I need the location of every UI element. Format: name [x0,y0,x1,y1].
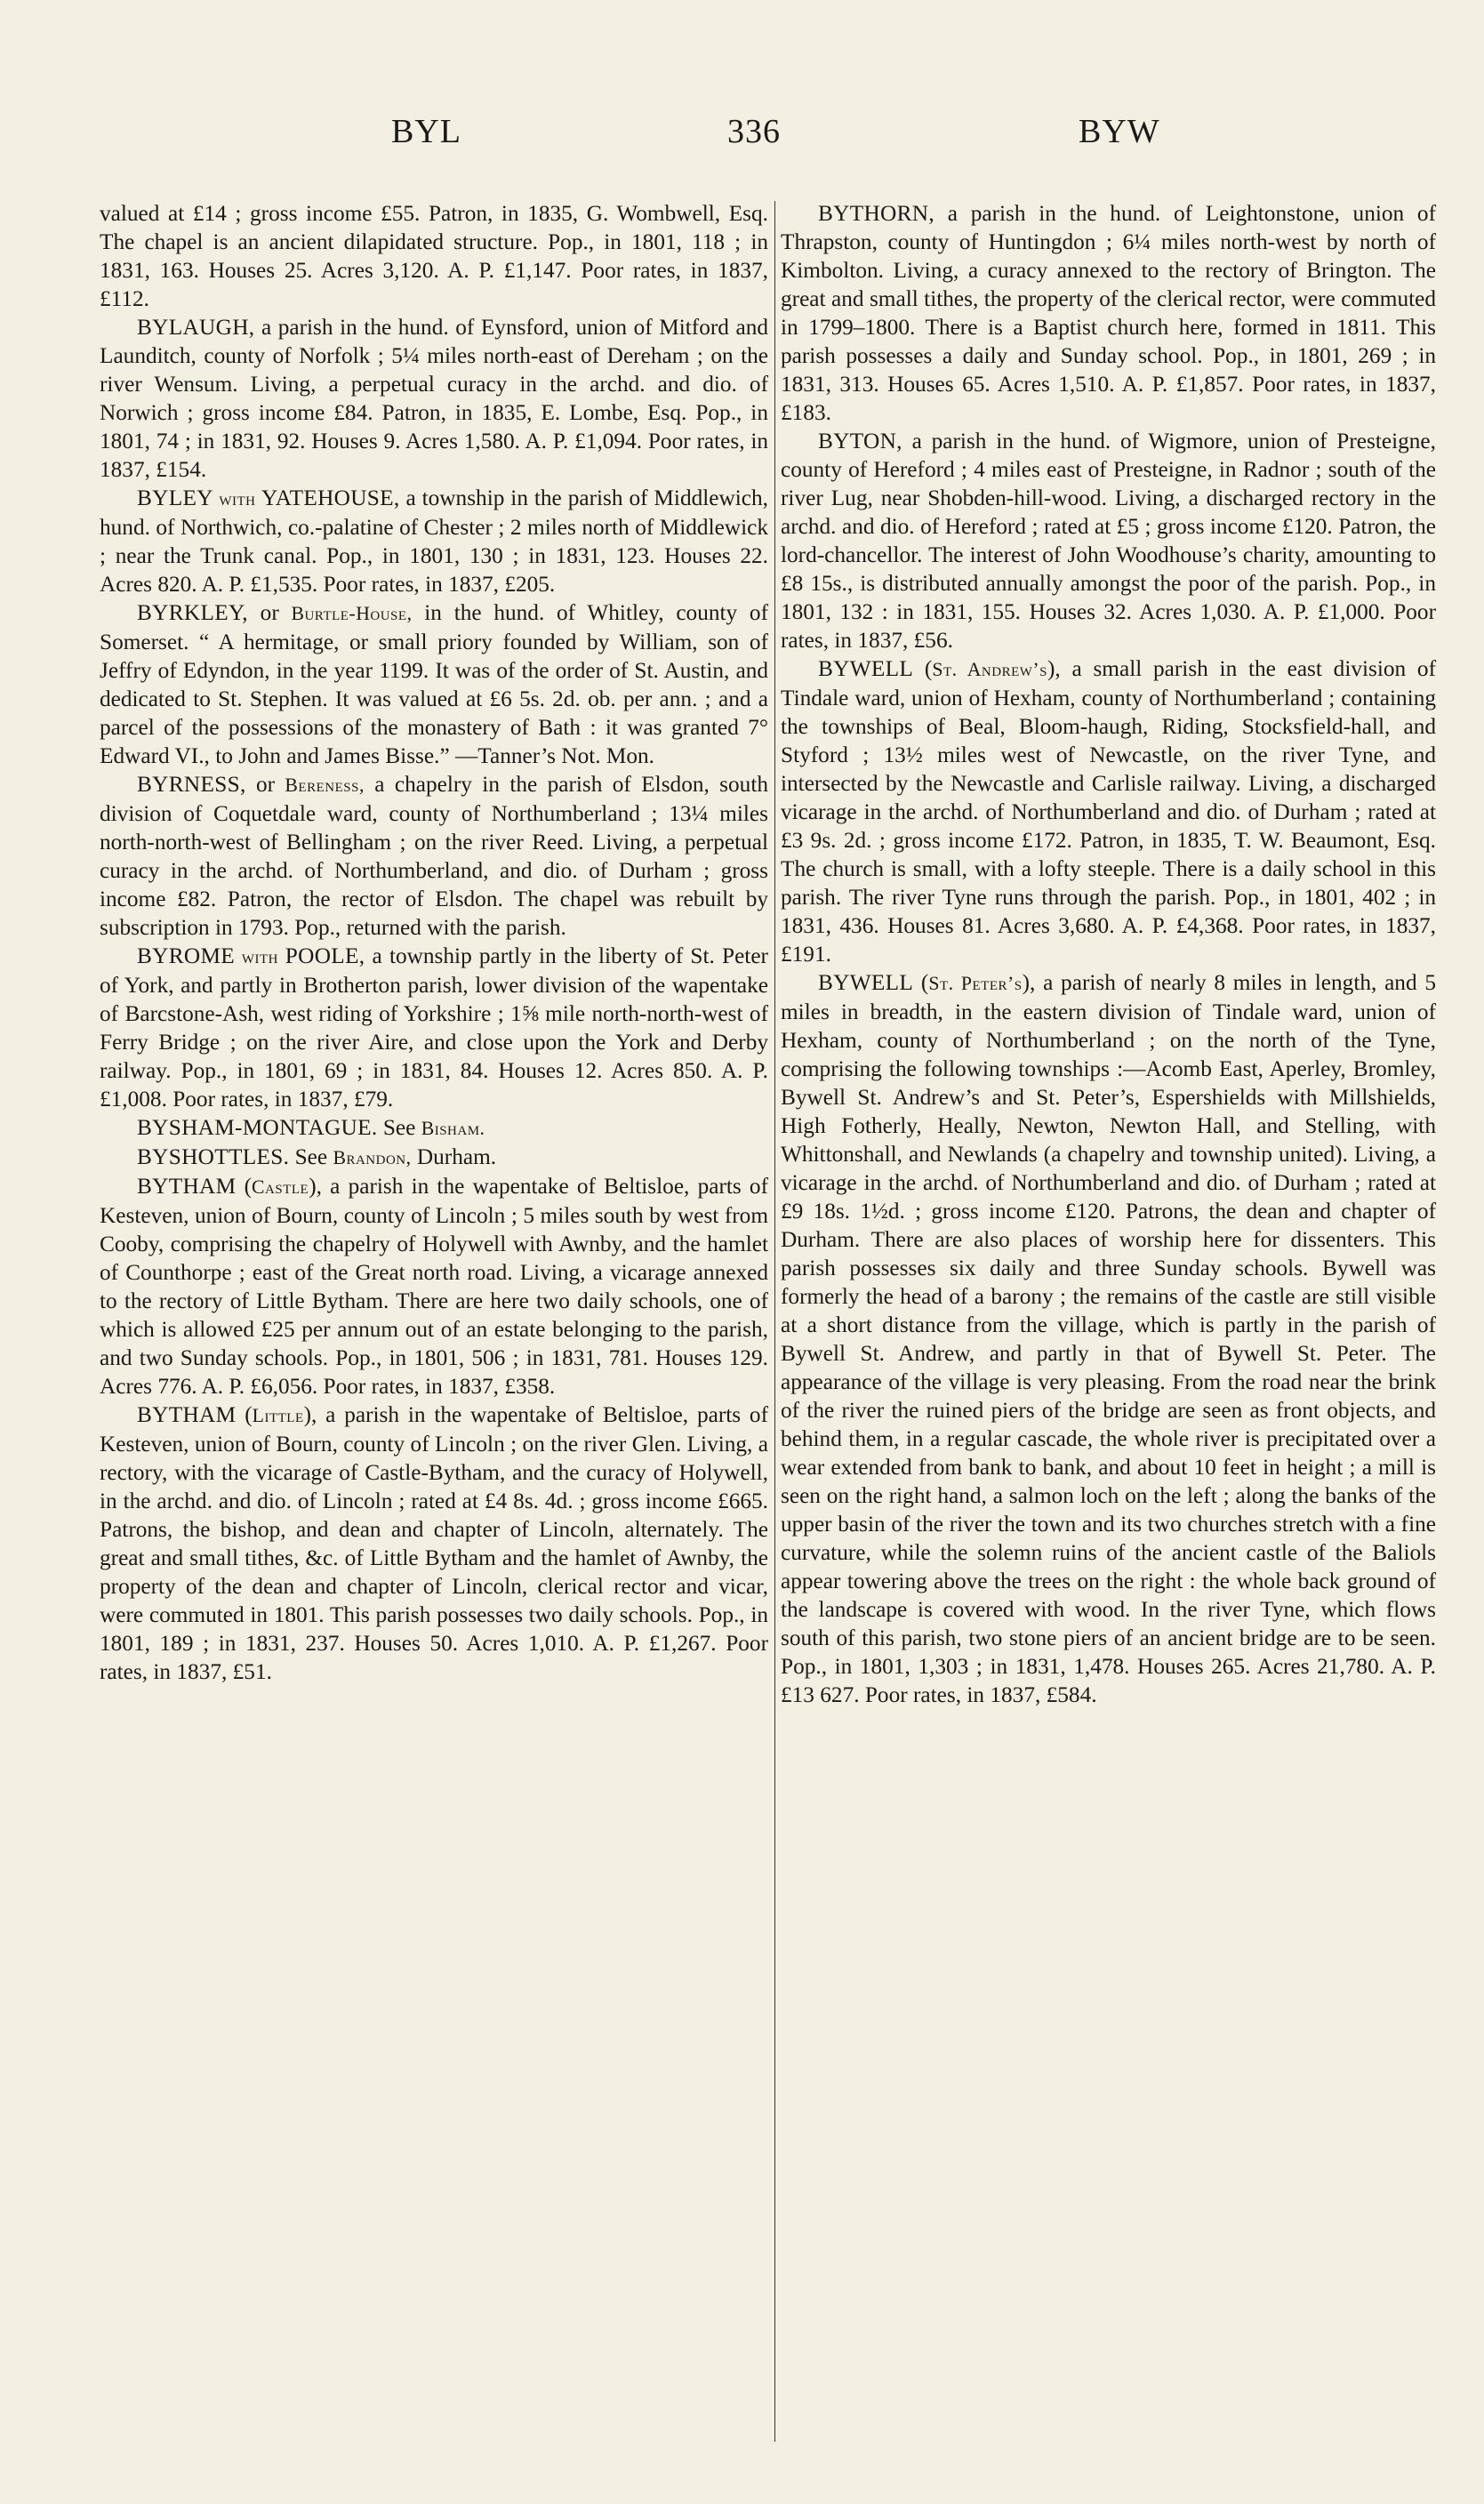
page-number: 336 [727,113,781,150]
entry-headword: BYWELL [818,656,914,681]
gazetteer-entry: BYTON, a parish in the hund. of Wigmore, union of Presteigne, county of Hereford ; 4 miles east of Presteigne, in Radnor ; south of the river Lug, near Shobden-hill-wood. Living, a discharged rectory in the archd. and dio. of Hereford ; rated at £5 ; gross income £120. Patron, the lord-chancellor. The interest of John Woodhouse’s charity, amounting to £8 15s., is distributed annually amongst the poor of the parish. Pop., in 1801, 132 : in 1831, 155. Houses 32. Acres 1,030. A. P. £1,000. Poor rates, in 1837, £56. [781,429,1436,653]
entry-headword: BYTHAM [137,1402,237,1427]
entry-headword: BYSHOTTLES. [137,1144,290,1169]
entry-headword: BYLAUGH, [137,315,255,340]
gazetteer-entry: valued at £14 ; gross income £55. Patron, in 1835, G. Wombwell, Esq. The chapel is an ancient dilapidated structure. Pop., in 1801, 118 ; in 1831, 163. Houses 25. Acres 3,120. A. P. £1,147. Poor rates, in 1837, £112. [100,201,768,311]
gazetteer-entry: BYSHOTTLES. See Brandon, Durham. [137,1144,497,1169]
column-divider [774,201,775,2442]
entry-headword: BYLEY [137,486,213,510]
left-column [100,199,768,2422]
entry-headword: BYTON, [818,429,902,453]
gazetteer-entry: BYWELL (St. Peter’s), a parish of nearly 8 miles in length, and 5 miles in breadth, in the eastern division of Tindale ward, union of Hexham, county of Northumberland ; on the north of the Tyne, comprising the following townships :—Acomb East, Aperley, Bromley, Bywell St. Andrew’s and St. Peter’s, Espershields with Millshields, High Fotherly, Heally, Newton, Newton Hall, and Stelling, with Whittonshall, and Newlands (a chapelry and township united). Living, a vicarage in the archd. of Northumberland and dio. of Durham ; rated at £9 18s. 1½d. ; gross income £120. Patrons, the dean and chapter of Durham. There are also places of worship here for dissenters. This parish possesses six daily and three Sunday schools. Bywell was formerly the head of a barony ; the remains of the castle are still visible at a short distance from the village, which is partly in the parish of Bywell St. Andrew, and partly in that of Bywell St. Peter. The appearance of the village is very pleasing. From the road near the brink of the river the ruined piers of the bridge are seen as front objects, and behind them, in a regular cascade, the whole river is precipitated over a wear extended from bank to bank, and about 10 feet in height ; a mill is seen on the right hand, a salmon loch on the left ; along the banks of the upper basin of the river the town and its two churches stretch with a fine curvature, while the solemn ruins of the ancient castle of the Baliols appear towering above the trees on the right : the whole back ground of the landscape is covered with wood. In the river Tyne, which flows south of this parish, two stone piers of an ancient bridge are to be seen. Pop., in 1801, 1,303 ; in 1831, 1,478. Houses 265. Acres 21,780. A. P. £13 627. Poor rates, in 1837, £584. [781,970,1436,1707]
entry-headword: BYSHAM-MONTAGUE. [137,1115,378,1140]
entry-headword: BYTHAM [137,1174,237,1199]
gazetteer-entry: BYTHAM (Little), a parish in the wapentake of Beltisloe, parts of Kesteven, union of Bourn, county of Lincoln ; on the river Glen. Living, a rectory, with the vicarage of Castle-Bytham, and the curacy of Holywell, in the archd. and dio. of Lincoln ; rated at £4 8s. 4d. ; gross income £665. Patrons, the bishop, and dean and chapter of Lincoln, alternately. The great and small tithes, &c. of Little Bytham and the hamlet of Awnby, the property of the dean and chapter of Lincoln, clerical rector and vicar, were commuted in 1801. This parish possesses two daily schools. Pop., in 1801, 189 ; in 1831, 237. Houses 50. Acres 1,010. A. P. £1,267. Poor rates, in 1837, £51. [100,1402,768,1684]
header-left-catchword: BYL [391,113,461,150]
right-column [781,199,1436,2422]
gazetteer-entry: BYWELL (St. Andrew’s), a small parish in the east division of Tindale ward, union of Hexham, county of Northumberland ; containing the townships of Beal, Bloom-haugh, Riding, Stocksfield-hall, and Styford ; 13½ miles west of Newcastle, on the river Tyne, and intersected by the Newcastle and Carlisle railway. Living, a discharged vicarage in the archd. of Northumberland and dio. of Durham ; rated at £3 9s. 2d. ; gross income £172. Patron, in 1835, T. W. Beaumont, Esq. The church is small, with a lofty steeple. There is a daily school in this parish. The river Tyne runs through the parish. Pop., in 1801, 402 ; in 1831, 436. Houses 81. Acres 3,680. A. P. £4,368. Poor rates, in 1837, £191. [781,656,1437,967]
gazetteer-entry: BYTHAM (Castle), a parish in the wapentake of Beltisloe, parts of Kesteven, union of Bourn, county of Lincoln ; 5 miles south by west from Cooby, comprising the chapelry of Holywell with Awnby, and the hamlet of Counthorpe ; east of the Great north road. Living, a vicarage annexed to the rectory of Little Bytham. There are here two daily schools, one of which is allowed £25 per annum out of an estate belonging to the parish, and two Sunday schools. Pop., in 1801, 506 ; in 1831, 781. Houses 129. Acres 776. A. P. £6,056. Poor rates, in 1837, £358. [100,1174,768,1399]
gazetteer-entry: BYRKLEY, or Burtle-House, in the hund. of Whitley, county of Somerset. “ A hermitage, or small priory founded by William, son of Jeffry of Edyndon, in the year 1199. It was of the order of St. Austin, and dedicated to St. Stephen. It was valued at £6 5s. 2d. ob. per ann. ; and a parcel of the possessions of the monastery of Bath : it was granted 7° Edward VI., to John and James Bisse.” —Tanner’s Not. Mon. [100,600,768,768]
header-right-catchword: BYW [1079,113,1160,150]
entry-headword: BYROME [137,943,236,968]
entry-headword: BYWELL [818,970,914,995]
gazetteer-entry: BYLEY with YATEHOUSE, a township in the parish of Middlewich, hund. of Northwich, co.-palatine of Chester ; 2 miles north of Middlewick ; near the Trunk canal. Pop., in 1801, 130 ; in 1831, 123. Houses 22. Acres 820. A. P. £1,535. Poor rates, in 1837, £205. [100,486,768,597]
gazetteer-entry: BYRNESS, or Bereness, a chapelry in the parish of Elsdon, south division of Coquetdale ward, county of Northumberland ; 13¼ miles north-north-west of Bellingham ; on the river Reed. Living, a perpetual curacy in the archd. of Northumberland, and dio. of Durham ; gross income £82. Patron, the rector of Elsdon. The chapel was rebuilt by subscription in 1793. Pop., returned with the parish. [100,772,768,940]
gazetteer-entry: BYTHORN, a parish in the hund. of Leightonstone, union of Thrapston, county of Huntingdon ; 6¼ miles north-west by north of Kimbolton. Living, a curacy annexed to the rectory of Brington. The great and small tithes, the property of the clerical rector, were commuted in 1799–1800. There is a Baptist church here, formed in 1811. This parish possesses a daily and Sunday school. Pop., in 1801, 269 ; in 1831, 313. Houses 65. Acres 1,510. A. P. £1,857. Poor rates, in 1837, £183. [781,201,1436,425]
gazetteer-entry: BYLAUGH, a parish in the hund. of Eynsford, union of Mitford and Launditch, county of Norfolk ; 5¼ miles north-east of Dereham ; on the river Wensum. Living, a perpetual curacy in the archd. and dio. of Norwich ; gross income £84. Patron, in 1835, E. Lombe, Esq. Pop., in 1801, 74 ; in 1831, 92. Houses 9. Acres 1,580. A. P. £1,094. Poor rates, in 1837, £154. [100,315,768,482]
running-header [0,112,1484,165]
entry-headword: BYRKLEY, [137,600,248,625]
entry-headword: BYTHORN, [818,201,935,226]
gazetteer-entry: BYROME with POOLE, a township partly in the liberty of St. Peter of York, and partly in Brotherton parish, lower division of the wapentake of Barcstone-Ash, west riding of Yorkshire ; 1⅝ mile north-north-west of Ferry Bridge ; on the river Aire, and close upon the York and Derby railway. Pop., in 1801, 69 ; in 1831, 84. Houses 12. Acres 850. A. P. £1,008. Poor rates, in 1837, £79. [100,943,768,1112]
entry-headword: BYRNESS, [137,772,246,797]
gazetteer-entry: BYSHAM-MONTAGUE. See Bisham. [137,1115,485,1140]
